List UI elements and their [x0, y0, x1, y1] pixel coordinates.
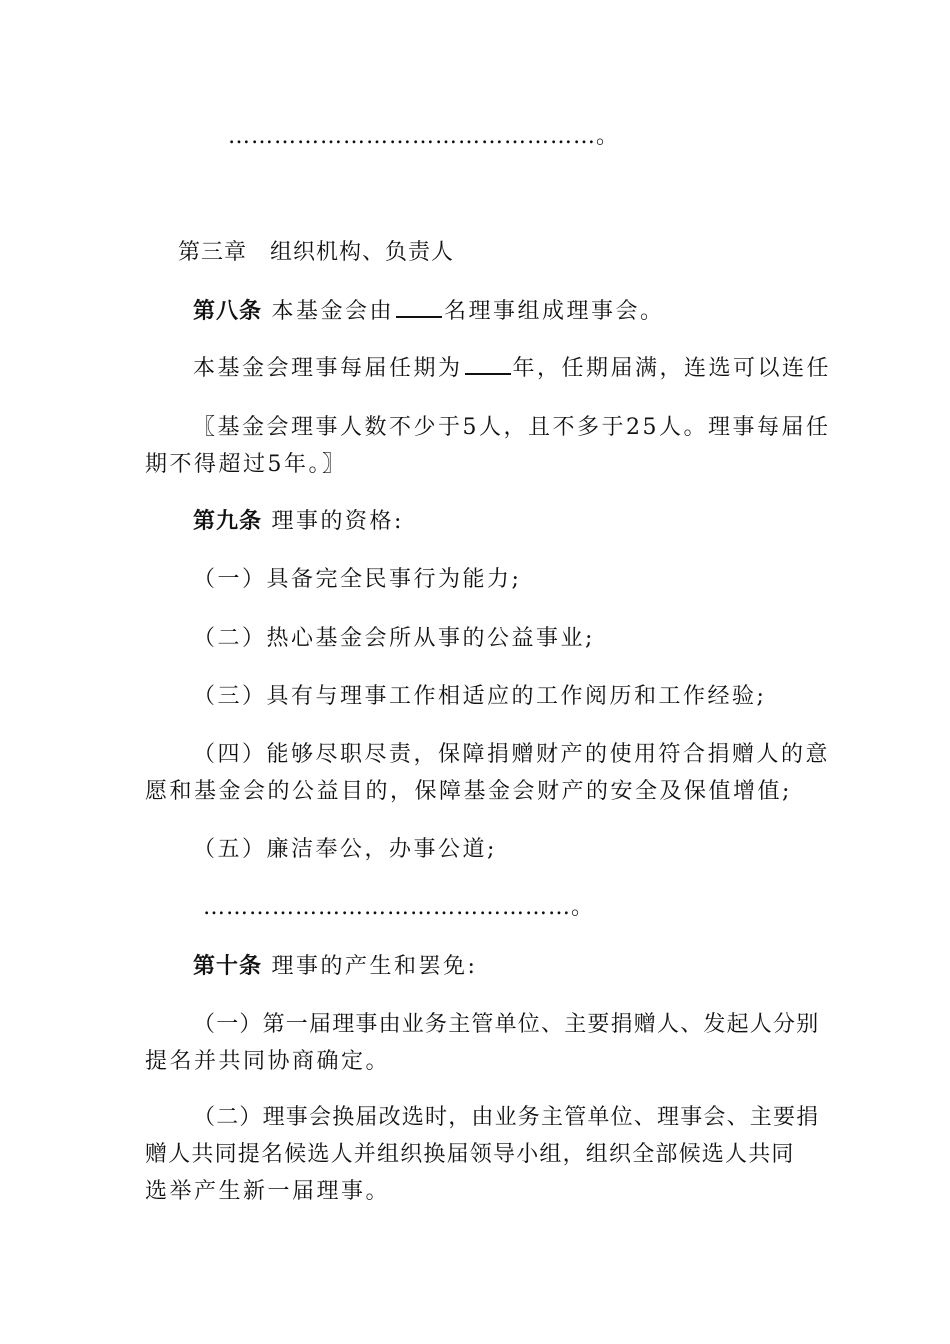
article-9-item-3: （三）具有与理事工作相适应的工作阅历和工作经验;	[193, 684, 767, 709]
article-9-paragraph	[193, 507, 404, 537]
article-9-item-1: （一）具备完全民事行为能力;	[193, 567, 522, 592]
article-8-note-line-1: 〖基金会理事人数不少于5人，且不多于25人。理事每届任	[193, 415, 831, 440]
article-8-note-line-2: 期不得超过5年。〗	[145, 452, 347, 477]
article-10-item-1-line-1: （一）第一届理事由业务主管单位、主要捐赠人、发起人分别	[193, 1012, 820, 1037]
article-10-paragraph	[193, 952, 477, 982]
article-9-item-2: （二）热心基金会所从事的公益事业;	[193, 626, 595, 651]
article-8-count-blank	[396, 298, 442, 318]
article-8-text-after: 名理事组成理事会。	[444, 299, 665, 324]
article-8-term-blank	[465, 355, 511, 375]
article-10-item-2-line-2: 赠人共同提名候选人并组织换届领导小组，组织全部候选人共同	[145, 1142, 795, 1167]
article-9-item-4-line-2: 愿和基金会的公益目的，保障基金会财产的安全及保值增值;	[145, 779, 792, 804]
article-8-term-before: 本基金会理事每届任期为	[193, 356, 463, 381]
article-9-label: 第九条	[193, 509, 263, 534]
article-10-item-2-line-1: （二）理事会换届改选时，由业务主管单位、理事会、主要捐	[193, 1105, 820, 1130]
article-8-text-before: 本基金会由	[271, 299, 395, 324]
ellipsis-top: …………………………………………。	[228, 124, 620, 149]
article-10-text: 理事的产生和罢免:	[271, 954, 478, 979]
article-10-item-1-line-2: 提名并共同协商确定。	[145, 1049, 391, 1074]
article-8-paragraph	[193, 297, 665, 327]
article-10-label: 第十条	[193, 954, 263, 979]
article-8-term-after: 年，任期届满，连选可以连任	[512, 356, 832, 381]
article-9-ellipsis: …………………………………………。	[203, 895, 595, 920]
article-9-item-5: （五）廉洁奉公，办事公道;	[193, 837, 497, 862]
article-8-term-paragraph	[193, 354, 831, 384]
article-9-item-4-line-1: （四）能够尽职尽责，保障捐赠财产的使用符合捐赠人的意	[193, 742, 831, 767]
chapter-heading: 第三章 组织机构、负责人	[178, 240, 455, 265]
article-8-label: 第八条	[193, 299, 263, 324]
article-10-item-2-line-3: 选举产生新一届理事。	[145, 1179, 391, 1204]
article-9-text: 理事的资格:	[271, 509, 404, 534]
